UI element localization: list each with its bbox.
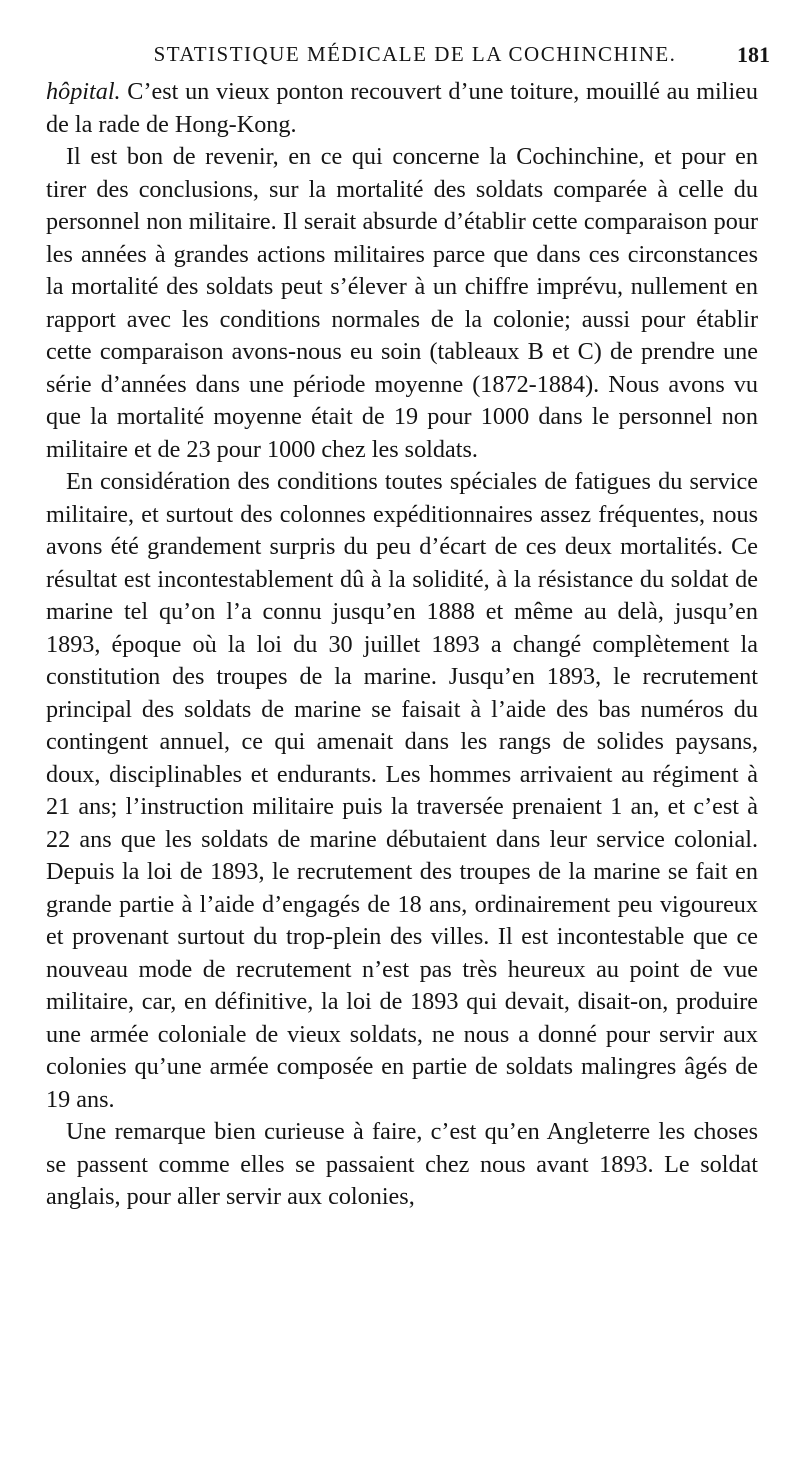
paragraph-1-lead: hôpital. bbox=[46, 78, 121, 105]
paragraph-3: En considération des conditions toutes spéciales de fatigues du service militaire, et surtout des colonnes expéditionnaires assez fréquentes, nous avons été grandement surpris du peu d’écart de ces deux mortalités. Ce résultat est incontestablement dû à la solidité, à la résistance du soldat de marine tel qu’on l’a connu jusqu’en 1888 et même au delà, jusqu’en 1893, époque où la loi du 30 juillet 1893 a changé complètement la constitution des troupes de la marine. Jusqu’en 1893, le recrutement principal des soldats de marine se faisait à l’aide des bas numéros du contingent annuel, ce qui amenait dans les rangs de solides paysans, doux, disciplinables et endurants. Les hommes arrivaient au régiment à 21 ans; l’instruction militaire puis la traversée prenaient 1 an, et c’est à 22 ans que les soldats de marine débutaient dans leur service colonial. Depuis la loi de 1893, le recrutement des troupes de la marine se fait en grande partie à l’aide d’engagés de 18 ans, ordinairement peu vigoureux et provenant surtout du trop-plein des villes. Il est incontestable que ce nouveau mode de recrutement n’est pas très heureux au point de vue militaire, car, en définitive, la loi de 1893 qui devait, disait-on, produire une armée coloniale de vieux soldats, ne nous a donné pour servir aux colonies qu’une armée composée en partie de soldats malingres âgés de 19 ans. bbox=[46, 468, 758, 1113]
paragraph-2: Il est bon de revenir, en ce qui concerne la Cochinchine, et pour en tirer des conclusions, sur la mortalité des soldats comparée à celle du personnel non militaire. Il serait absurde d’établir cette comparaison pour les années à grandes actions militaires parce que dans ces circonstances la mortalité des soldats peut s’élever à un chiffre imprévu, nullement en rapport avec les conditions normales de la colonie; aussi pour établir cette comparaison avons-nous eu soin (tableaux B et C) de prendre une série d’années dans une période moyenne (1872-1884). Nous avons vu que la mortalité moyenne était de 19 pour 1000 dans le personnel non militaire et de 23 pour 1000 chez les soldats. bbox=[46, 143, 758, 463]
page-number: 181 bbox=[737, 42, 770, 67]
paragraph-1 bbox=[46, 76, 758, 141]
body-text bbox=[46, 76, 758, 1214]
page-header bbox=[60, 42, 770, 78]
paragraph-1-text: C’est un vieux ponton recouvert d’une toiture, mouillé au milieu de la rade de Hong-Kong. bbox=[46, 78, 758, 138]
running-title: STATISTIQUE MÉDICALE DE LA COCHINCHINE. bbox=[153, 42, 677, 66]
paragraph-4: Une remarque bien curieuse à faire, c’est qu’en Angleterre les choses se passent comme elles se passaient chez nous avant 1893. Le soldat anglais, pour aller servir aux colonies, bbox=[46, 1118, 758, 1210]
